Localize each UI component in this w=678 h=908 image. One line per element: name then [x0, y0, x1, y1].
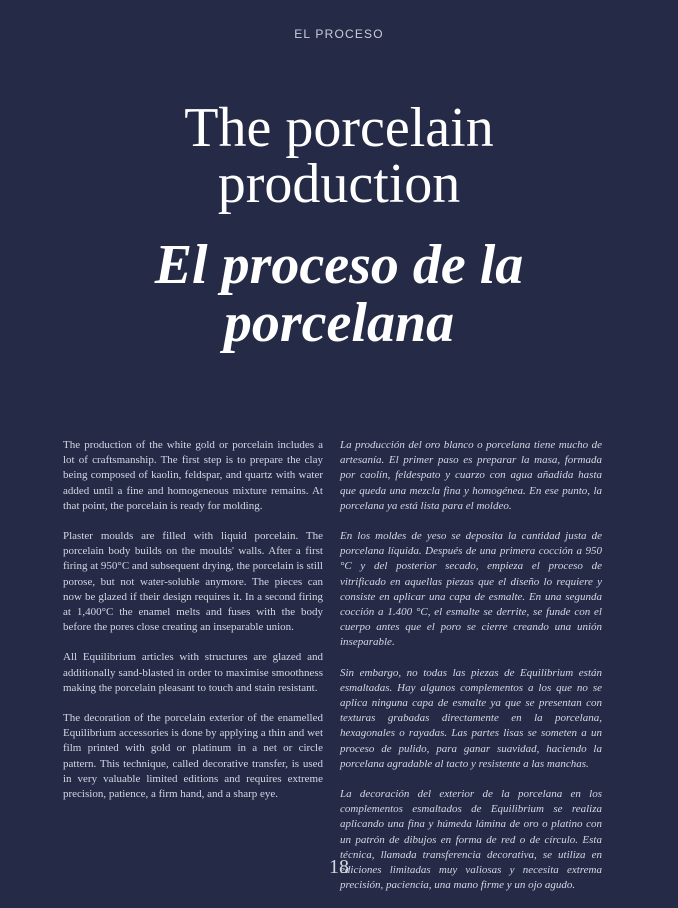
- spanish-paragraph: En los moldes de yeso se deposita la cantidad justa de porcelana líquida. Después de una primera cocción a 950 °C y del posterior secado, empieza el proceso de vitrificado en aquellas piezas que el diseño lo requiere y consiste en aplicar una capa de esmalte. En una segunda cocción a 1.400 °C, el esmalte se derrite, se funde con el cuerpo antes que el poro se cierre creando una unión inseparable.: [340, 530, 602, 649]
- english-paragraph: Plaster moulds are filled with liquid porcelain. The porcelain body builds on the moulds' walls. After a first firing at 950°C and subsequent drying, the porcelain is still porose, but not water-soluble anymore. The pieces can now be glazed if their design requires it. In a second firing at 1,400°C the enamel melts and fuses with the body before the pores close creating an inseparable union.: [63, 530, 323, 634]
- english-column: [63, 438, 323, 817]
- title-english: [0, 97, 678, 215]
- section-label: EL PROCESO: [294, 27, 384, 41]
- spanish-paragraph: Sin embargo, no todas las piezas de Equilibrium están esmaltadas. Hay algunos complementos a los que no se aplica ninguna capa de esmalte ya que se presentan con texturas grabadas directamente en la porcelana, hexagonales o rayadas. Las partes lisas se someten a un proceso de pulido, para ganar suavidad, haciendo la porcelana agradable al tacto y resistente a las manchas.: [340, 666, 602, 770]
- spanish-paragraph: La decoración del exterior de la porcelana en los complementos esmaltados de Equilibrium se realiza aplicando una fina y húmeda lámina de oro o platino con un patrón de dibujos en forma de red o de círculo. Esta técnica, llamada transferencia decorativa, se utiliza en ediciones limitadas muy valiosas y necesita extrema precisión, paciencia, una mano firme y un ojo agudo.: [340, 788, 602, 892]
- spanish-column: [340, 438, 602, 908]
- english-paragraph: The decoration of the porcelain exterior of the enamelled Equilibrium accessories is done by applying a thin and wet film printed with gold or platinum in a net or circle pattern. This technique, called decorative transfer, is used in very valuable limited editions and requires extreme precision, patience, a firm hand, and a sharp eye.: [63, 712, 323, 801]
- english-paragraph: The production of the white gold or porcelain includes a lot of craftsmanship. The first step is to prepare the clay being composed of kaolin, feldspar, and quartz with water added until a fine and homogeneous mixture remains. At that point, the porcelain is ready for molding.: [63, 439, 323, 512]
- title-english-line-1: The porcelain: [184, 97, 494, 159]
- title-spanish: [0, 236, 678, 352]
- title-english-line-2: production: [217, 153, 461, 215]
- spanish-paragraph: La producción del oro blanco o porcelana tiene mucho de artesanía. El primer paso es preparar la masa, formada por caolín, feldespato y cuarzo con agua añadida hasta que queda una mezcla fina y homogénea. En ese punto, la porcelana ya está lista para el moldeo.: [340, 439, 602, 512]
- title-spanish-line-2: porcelana: [223, 292, 455, 354]
- title-spanish-line-1: El proceso de la: [154, 234, 524, 296]
- english-paragraph: All Equilibrium articles with structures are glazed and additionally sand-blasted in order to maximise smoothness making the porcelain pleasant to touch and stain resistant.: [63, 651, 323, 694]
- page-number: 18: [329, 856, 349, 878]
